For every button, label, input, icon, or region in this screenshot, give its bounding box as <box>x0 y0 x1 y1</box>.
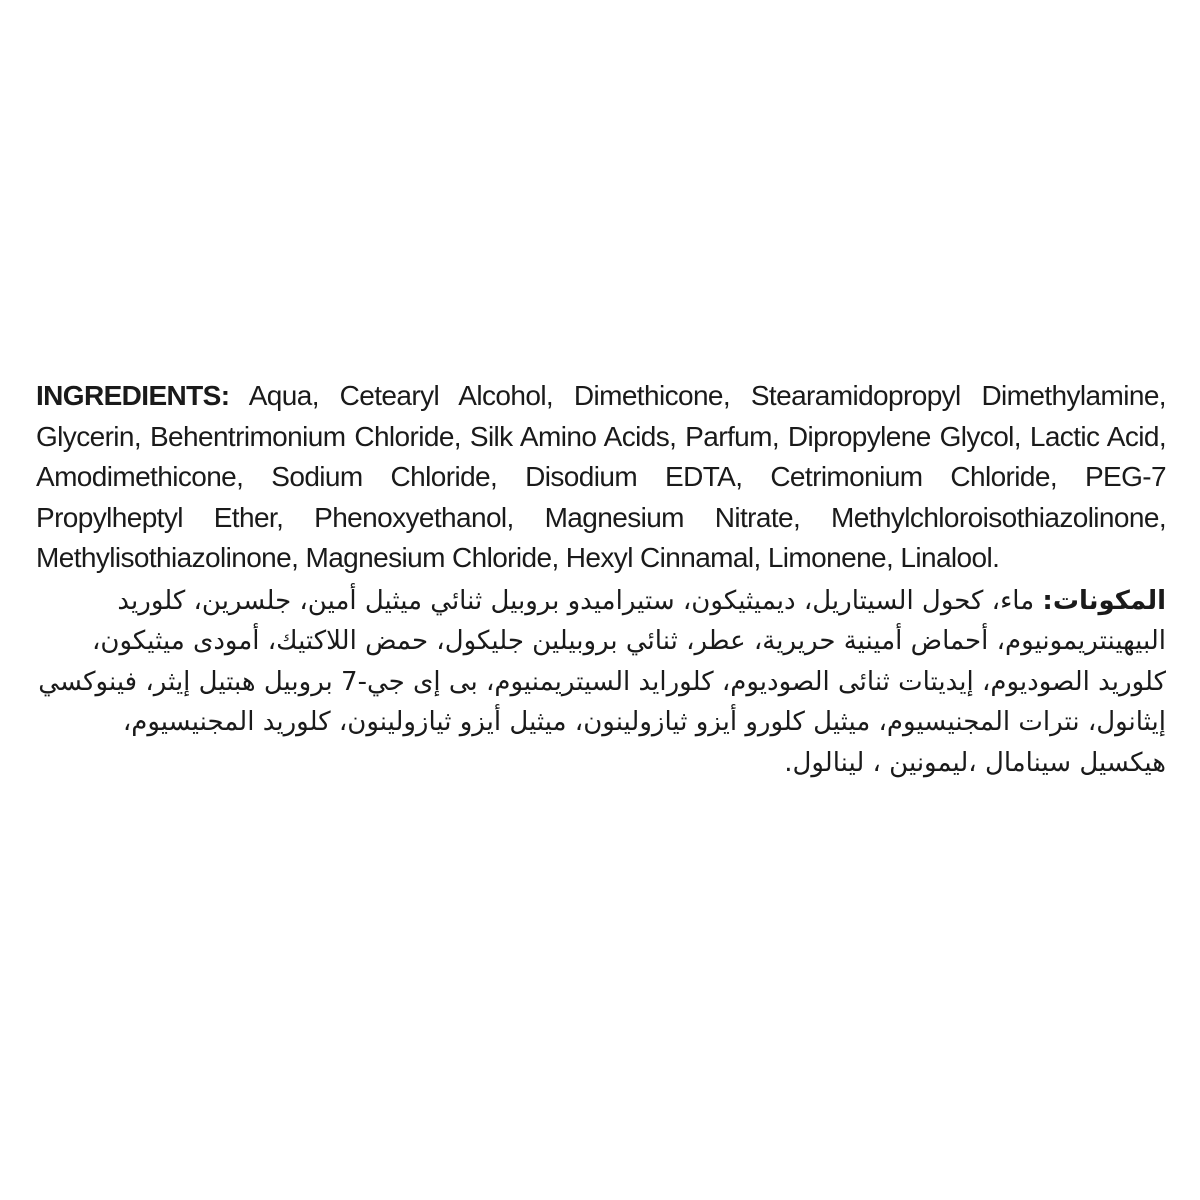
ingredients-english <box>36 376 1166 579</box>
ingredients-english-label: INGREDIENTS: <box>36 380 230 411</box>
ingredients-block <box>36 376 1166 783</box>
ingredients-arabic-label: المكونات: <box>1042 585 1166 616</box>
ingredients-arabic <box>36 581 1166 784</box>
ingredients-english-text: Aqua, Cetearyl Alcohol, Dimethicone, Stearamidopropyl Dimethylamine, Glycerin, Behentrimonium Chloride, Silk Amino Acids, Parfum, Dipropylene Glycol, Lactic Acid, Amodimethicone, Sodium Chloride, Disodium EDTA, Cetrimonium Chloride, PEG-7 Propylheptyl Ether, Phenoxyethanol, Magnesium Nitrate, Methylchloroisothiazolinone, Methylisothiazolinone, Magnesium Chloride, Hexyl Cinnamal, Limonene, Linalool. <box>36 380 1166 573</box>
ingredients-arabic-text: ماء، كحول السيتاريل، ديميثيكون، ستيراميدو بروبيل ثنائي ميثيل أمين، جلسرين، كلوريد البيهينتريمونيوم، أحماض أمينية حريرية، عطر، ثنائي بروبيلين جليكول، حمض اللاكتيك، أمودى ميثيكون، كلوريد الصوديوم، إيديتات ثنائى الصوديوم، كلورايد السيتريمنيوم، بى إى جي-7 بروبيل هبتيل إيثر، فينوكسي إيثانول، نترات المجنيسيوم، ميثيل كلورو أيزو ثيازولينون، ميثيل أيزو ثيازولينون، كلوريد المجنيسيوم، هيكسيل سينامال ،ليمونين ، لينالول. <box>38 585 1166 778</box>
